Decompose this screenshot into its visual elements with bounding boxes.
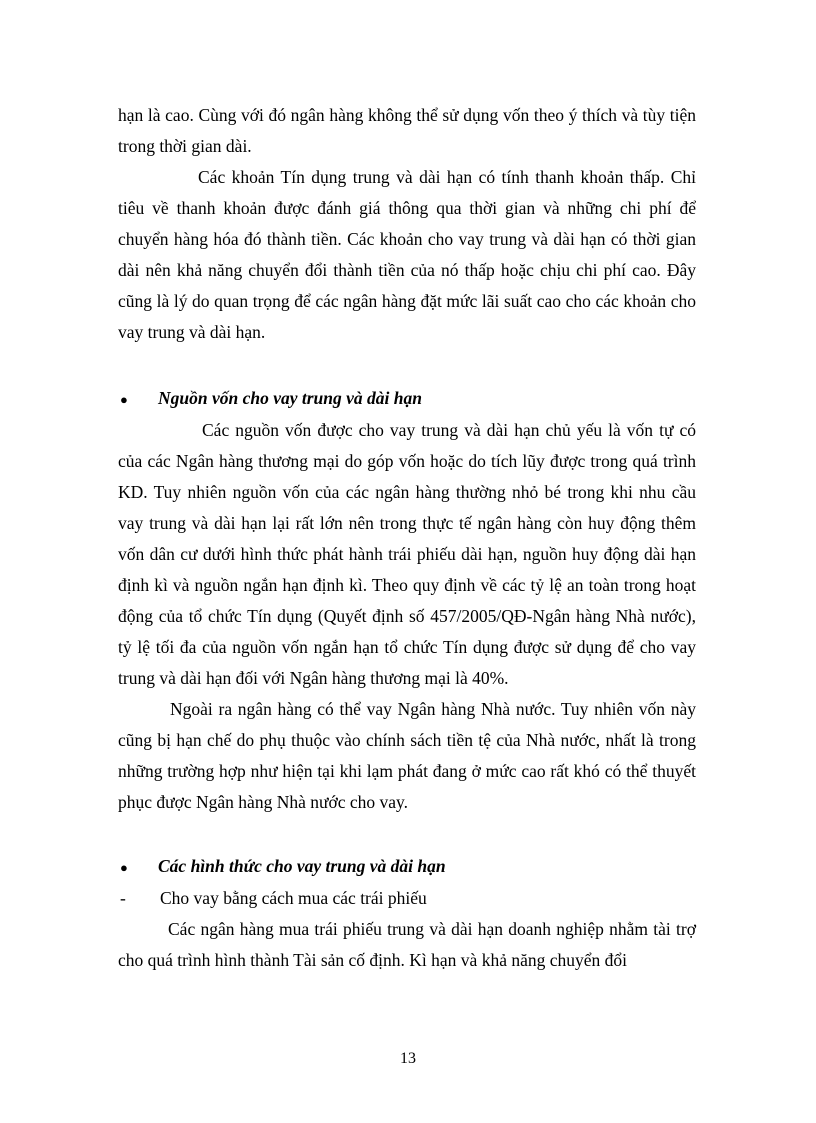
list-item-bond-purchase: [118, 883, 696, 914]
paragraph-continuation: hạn là cao. Cùng với đó ngân hàng không thể sử dụng vốn theo ý thích và tùy tiện trong thời gian dài.: [118, 105, 696, 156]
spacer: [118, 818, 696, 851]
section-heading-funding-sources: [118, 383, 696, 415]
section-heading-text: Các hình thức cho vay trung và dài hạn: [158, 856, 446, 876]
paragraph-liquidity: Các khoản Tín dụng trung và dài hạn có tính thanh khoản thấp. Chỉ tiêu về thanh khoản được đánh giá thông qua thời gian và những chi phí để chuyển hàng hóa đó thành tiền. Các khoản cho vay trung và dài hạn có thời gian dài nên khả năng chuyển đổi thành tiền của nó thấp hoặc chịu chi phí cao. Đây cũng là lý do quan trọng để các ngân hàng đặt mức lãi suất cao cho các khoản cho vay trung và dài hạn.: [118, 167, 696, 342]
page-number: 13: [400, 1050, 416, 1067]
section-heading-loan-forms: [118, 851, 696, 883]
list-item-text: Cho vay bằng cách mua các trái phiếu: [160, 888, 427, 908]
paragraph-state-bank: Ngoài ra ngân hàng có thể vay Ngân hàng Nhà nước. Tuy nhiên vốn này cũng bị hạn chế do phụ thuộc vào chính sách tiền tệ của Nhà nước, nhất là trong những trường hợp như hiện tại khi lạm phát đang ở mức cao rất khó có thể thuyết phục được Ngân hàng Nhà nước cho vay.: [118, 699, 696, 812]
dash-marker: -: [120, 888, 126, 908]
bullet-icon: ●: [120, 392, 128, 407]
spacer: [118, 348, 696, 383]
page-body: [118, 100, 696, 976]
section-heading-text: Nguồn vốn cho vay trung và dài hạn: [158, 388, 422, 408]
paragraph-bond-purchase: Các ngân hàng mua trái phiếu trung và dài hạn doanh nghiệp nhằm tài trợ cho quá trình hình thành Tài sản cố định. Kì hạn và khả năng chuyển đổi: [118, 919, 696, 970]
bullet-icon: ●: [120, 860, 128, 875]
paragraph-funding-sources: Các nguồn vốn được cho vay trung và dài hạn chủ yếu là vốn tự có của các Ngân hàng thương mại do góp vốn hoặc do tích lũy được trong quá trình KD. Tuy nhiên nguồn vốn của các ngân hàng thường nhỏ bé trong khi nhu cầu vay trung và dài hạn lại rất lớn nên trong thực tế ngân hàng còn huy động thêm vốn dân cư dưới hình thức phát hành trái phiếu dài hạn, nguồn huy động dài hạn định kì và nguồn ngắn hạn định kì. Theo quy định về các tỷ lệ an toàn trong hoạt động của tổ chức Tín dụng (Quyết định số 457/2005/QĐ-Ngân hàng Nhà nước), tỷ lệ tối đa của nguồn vốn ngắn hạn tổ chức Tín dụng được sử dụng để cho vay trung và dài hạn đối với Ngân hàng thương mại là 40%.: [118, 420, 696, 688]
